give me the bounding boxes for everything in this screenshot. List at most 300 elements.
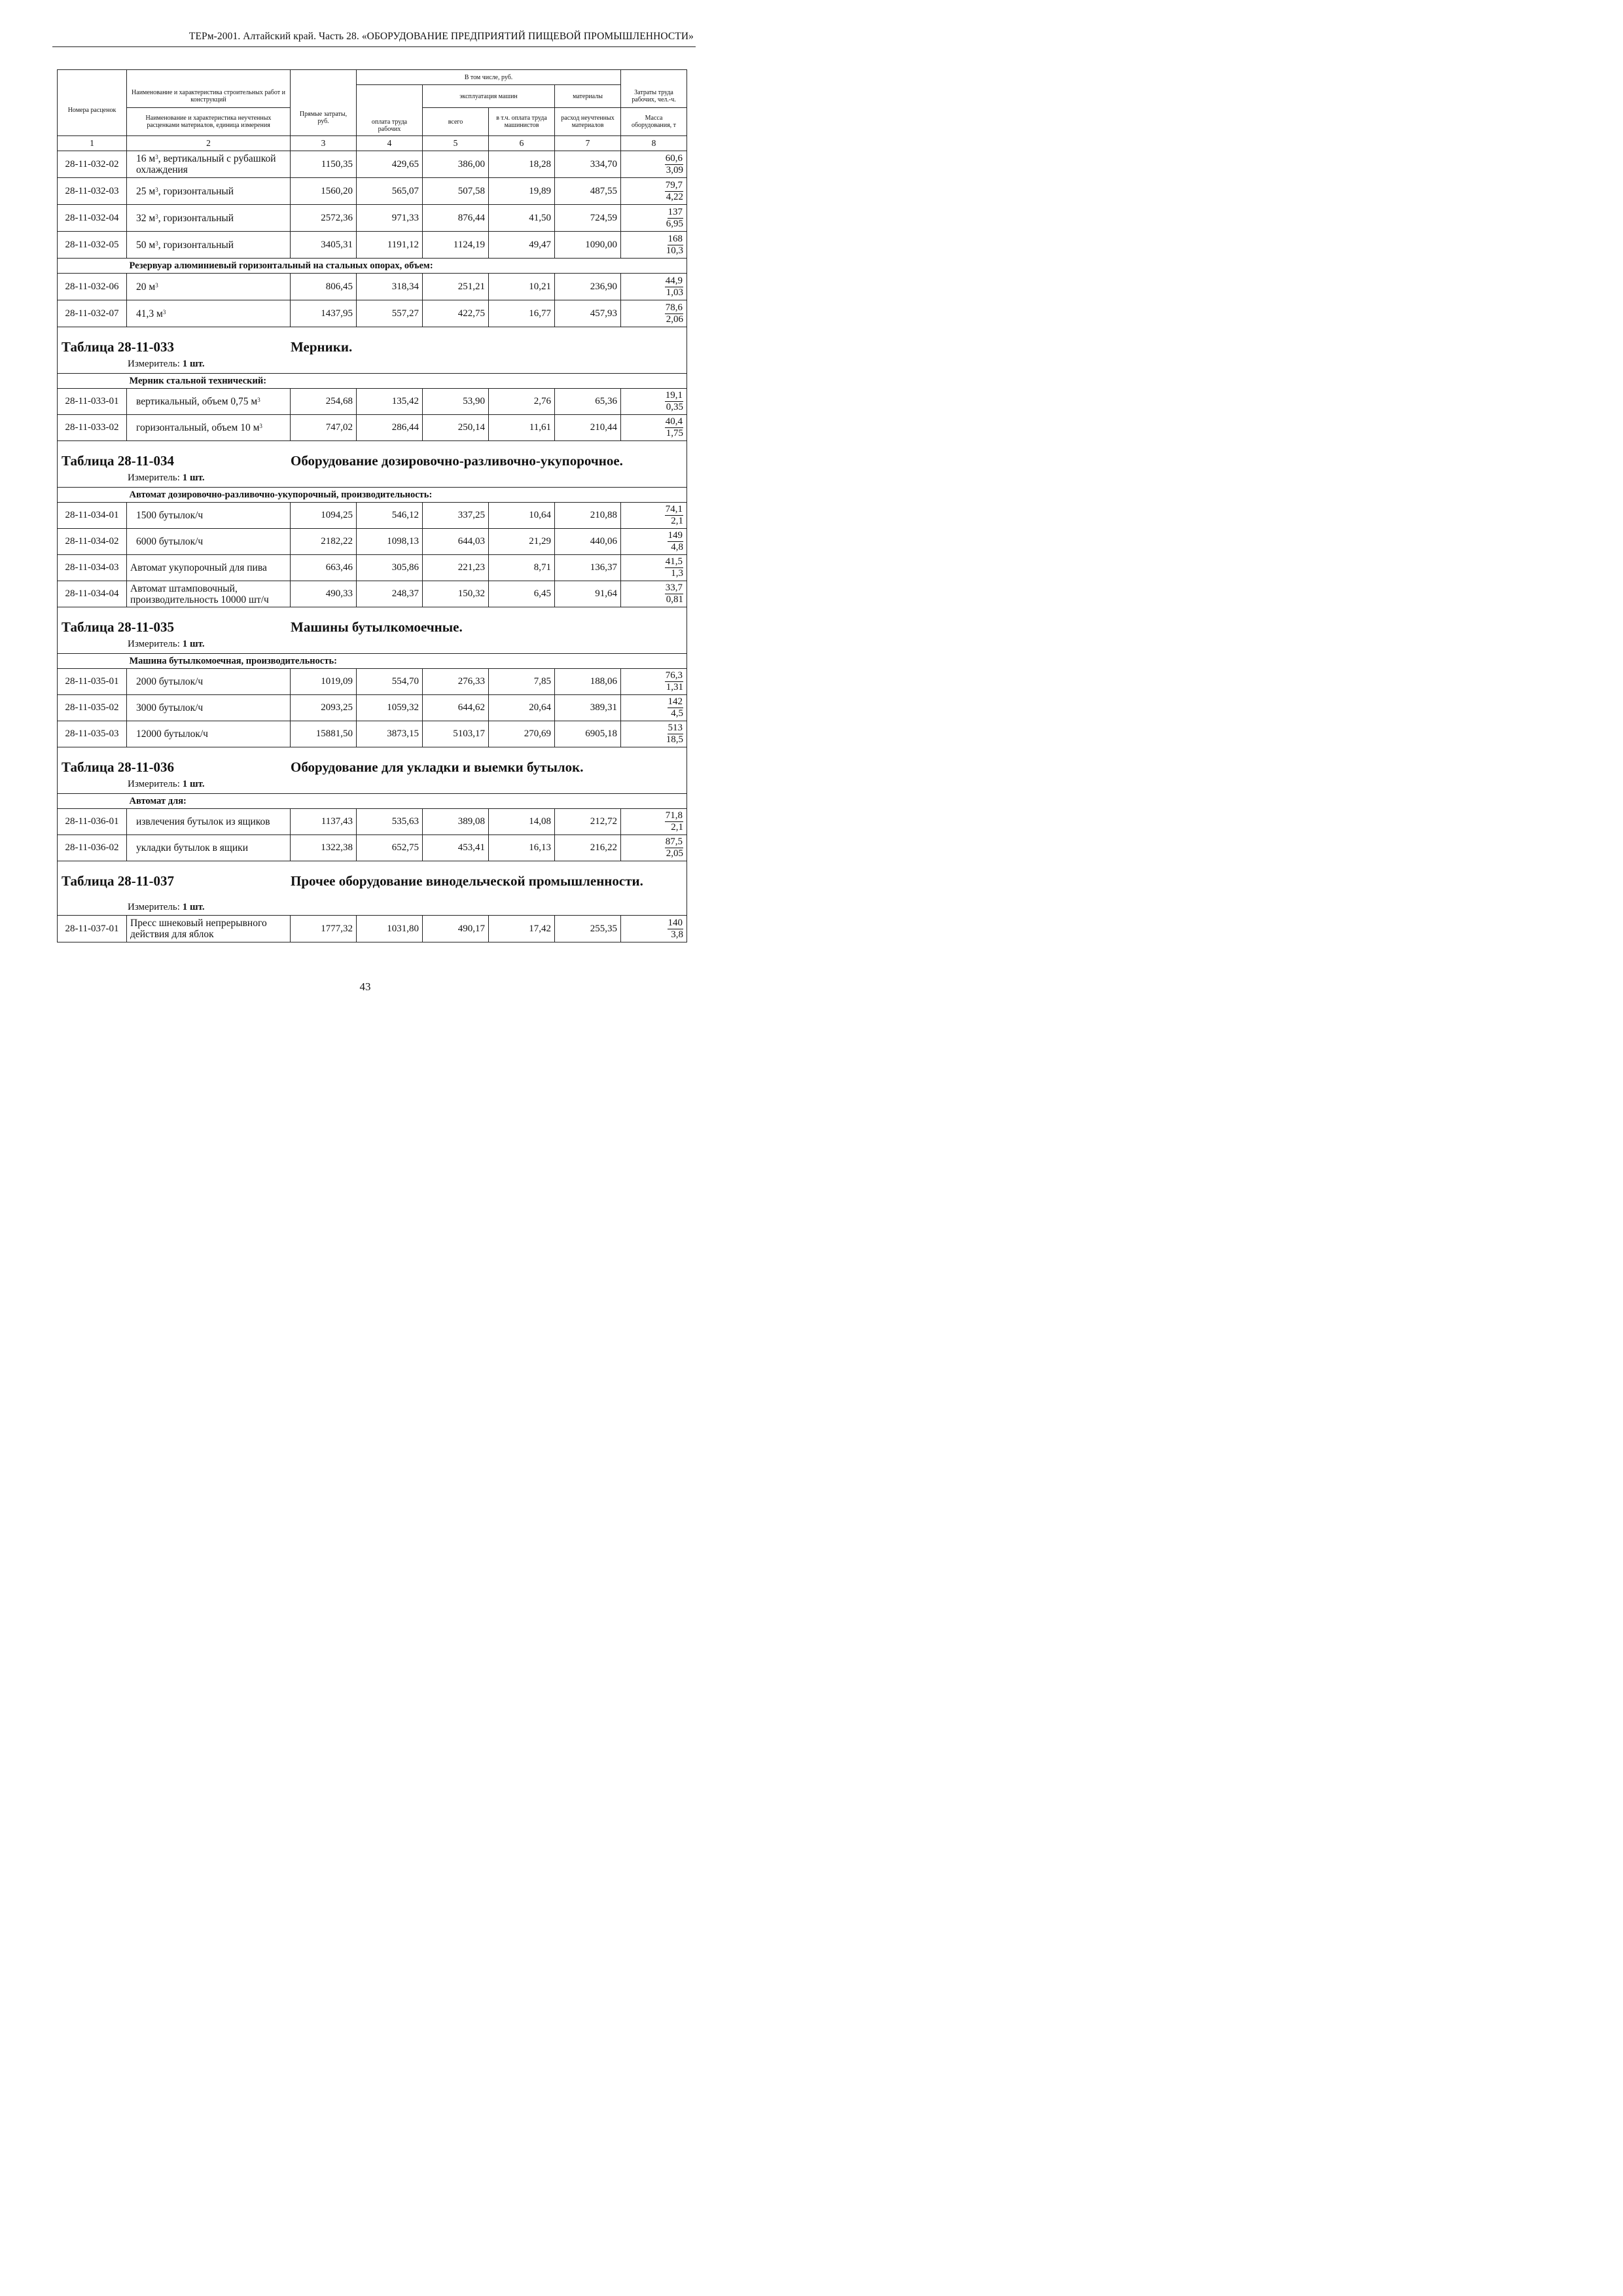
rate-name: [127, 581, 291, 607]
table-name: Мерники.: [291, 339, 353, 355]
table-title-cell: [58, 441, 687, 488]
rate-name-text: 2000 бутылок/ч: [136, 676, 204, 687]
labor-costs-value: 87,5: [665, 836, 683, 847]
labor-pay-value: 248,37: [357, 581, 423, 607]
rate-name-text: 12000 бутылок/ч: [136, 728, 208, 740]
rate-code: 28-11-033-01: [58, 389, 127, 415]
operators-pay-value: 20,64: [489, 695, 555, 721]
rate-code: 28-11-033-02: [58, 415, 127, 441]
labor-pay-value: 305,86: [357, 555, 423, 581]
labor-mass-fraction: [621, 916, 687, 942]
operators-pay-value: 41,50: [489, 205, 555, 232]
rate-code: 28-11-035-03: [58, 721, 127, 747]
table-name: Оборудование для укладки и выемки бутылок.: [291, 759, 584, 775]
rate-code: 28-11-037-01: [58, 916, 127, 942]
labor-pay-value: 1191,12: [357, 232, 423, 259]
direct-costs-value: 1019,09: [291, 669, 357, 695]
direct-costs-value: 663,46: [291, 555, 357, 581]
unit-line: [128, 473, 205, 484]
equipment-mass-value: 3,09: [666, 164, 683, 175]
column-number-cell: 6: [489, 136, 555, 151]
column-number-cell: 8: [621, 136, 687, 151]
table-id: Таблица 28-11-034: [62, 453, 175, 469]
labor-costs-value: 140: [668, 917, 683, 928]
column-number-cell: 4: [357, 136, 423, 151]
rate-name: [127, 529, 291, 555]
table-id: Таблица 28-11-033: [62, 339, 175, 355]
table-title-row: [58, 747, 687, 794]
labor-costs-value: 137: [668, 206, 683, 217]
table-row: [58, 178, 687, 205]
unit-value: 1 шт.: [182, 359, 205, 369]
table-title-block: [58, 327, 687, 373]
materials-value: 1090,00: [555, 232, 621, 259]
materials-value: 457,93: [555, 300, 621, 327]
machines-total-value: 251,21: [423, 274, 489, 300]
rate-code: 28-11-032-06: [58, 274, 127, 300]
labor-mass-fraction: [621, 809, 687, 835]
labor-pay-value: 429,65: [357, 151, 423, 178]
rate-code: 28-11-035-02: [58, 695, 127, 721]
operators-pay-value: 8,71: [489, 555, 555, 581]
labor-mass-fraction: [621, 232, 687, 259]
header-name-materials: Наименование и характеристика неучтенных расценками материалов, единица измерения: [127, 108, 291, 136]
equipment-mass-value: 0,81: [666, 594, 683, 605]
labor-pay-value: 546,12: [357, 503, 423, 529]
table-row: [58, 529, 687, 555]
rate-code: 28-11-034-02: [58, 529, 127, 555]
header-total: всего: [423, 108, 489, 136]
direct-costs-value: 2572,36: [291, 205, 357, 232]
rate-code: 28-11-032-05: [58, 232, 127, 259]
rate-name-rest: , вертикальный с рубашкой охлаждения: [136, 153, 276, 175]
unit-line: [128, 359, 205, 370]
column-numbers-row: [58, 136, 687, 151]
equipment-mass-value: 1,75: [666, 428, 683, 439]
materials-value: 6905,18: [555, 721, 621, 747]
labor-costs-value: 149: [668, 530, 683, 541]
rate-name: [127, 721, 291, 747]
column-number-cell: 7: [555, 136, 621, 151]
table-row: [58, 835, 687, 861]
group-row: [58, 374, 687, 389]
column-number-cell: 5: [423, 136, 489, 151]
page-header: ТЕРм-2001. Алтайский край. Часть 28. «ОБОРУДОВАНИЕ ПРЕДПРИЯТИЙ ПИЩЕВОЙ ПРОМЫШЛЕННОСТИ»: [188, 31, 694, 42]
operators-pay-value: 16,77: [489, 300, 555, 327]
rate-name: [127, 695, 291, 721]
labor-costs-value: 76,3: [665, 670, 683, 681]
equipment-mass-value: 1,31: [666, 682, 683, 692]
direct-costs-value: 15881,50: [291, 721, 357, 747]
header-rate-numbers: Номера расценок: [58, 70, 127, 136]
unit-exponent: 3: [155, 240, 158, 247]
rate-code: 28-11-034-04: [58, 581, 127, 607]
direct-costs-value: 1322,38: [291, 835, 357, 861]
equipment-mass-value: 2,06: [666, 314, 683, 325]
header-materials: материалы: [555, 85, 621, 108]
materials-value: 236,90: [555, 274, 621, 300]
rate-code: 28-11-034-01: [58, 503, 127, 529]
rate-name: [127, 389, 291, 415]
machines-total-value: 1124,19: [423, 232, 489, 259]
rate-name-text: 25 м: [136, 185, 156, 197]
rate-name-rest: , горизонтальный: [158, 212, 234, 224]
labor-costs-value: 79,7: [665, 179, 683, 190]
operators-pay-value: 14,08: [489, 809, 555, 835]
materials-value: 389,31: [555, 695, 621, 721]
materials-value: 724,59: [555, 205, 621, 232]
unit-label: Измеритель:: [128, 473, 180, 483]
equipment-mass-value: 4,8: [671, 542, 683, 552]
materials-value: 210,88: [555, 503, 621, 529]
machines-total-value: 644,62: [423, 695, 489, 721]
labor-costs-value: 168: [668, 233, 683, 244]
group-title: Автомат дозировочно-разливочно-укупорочный, производительность:: [127, 488, 687, 503]
labor-mass-fraction: [621, 669, 687, 695]
labor-pay-value: 1059,32: [357, 695, 423, 721]
operators-pay-value: 21,29: [489, 529, 555, 555]
rate-name-text: 1500 бутылок/ч: [136, 510, 204, 521]
labor-mass-fraction: [621, 151, 687, 178]
table-title-row: [58, 861, 687, 916]
labor-costs-value: 142: [668, 696, 683, 707]
header-name-desc: Наименование и характеристика строительных работ и конструкций: [127, 70, 291, 108]
direct-costs-value: 254,68: [291, 389, 357, 415]
operators-pay-value: 18,28: [489, 151, 555, 178]
table-row: [58, 503, 687, 529]
column-number-cell: 3: [291, 136, 357, 151]
header-incl: В том числе, руб.: [357, 70, 621, 85]
labor-mass-fraction: [621, 415, 687, 441]
operators-pay-value: 6,45: [489, 581, 555, 607]
operators-pay-value: 270,69: [489, 721, 555, 747]
operators-pay-value: 17,42: [489, 916, 555, 942]
labor-mass-fraction: [621, 205, 687, 232]
machines-total-value: 490,17: [423, 916, 489, 942]
header-equip-mass: Масса оборудования, т: [621, 108, 687, 136]
table-name: Прочее оборудование винодельческой промышленности.: [291, 873, 643, 889]
equipment-mass-value: 2,1: [671, 516, 683, 526]
rate-code: 28-11-032-04: [58, 205, 127, 232]
rate-name: [127, 151, 291, 178]
table-title-row: [58, 441, 687, 488]
rate-name: [127, 835, 291, 861]
labor-costs-value: 40,4: [665, 416, 683, 427]
rate-code: 28-11-032-02: [58, 151, 127, 178]
unit-value: 1 шт.: [182, 473, 205, 483]
machines-total-value: 389,08: [423, 809, 489, 835]
labor-costs-value: 78,6: [665, 302, 683, 313]
group-title: Машина бутылкомоечная, производительность:: [127, 654, 687, 669]
labor-costs-value: 19,1: [665, 390, 683, 401]
table-title-cell: [58, 607, 687, 654]
labor-costs-value: 71,8: [665, 810, 683, 821]
column-number-cell: 2: [127, 136, 291, 151]
direct-costs-value: 2182,22: [291, 529, 357, 555]
table-row: [58, 389, 687, 415]
rate-name-text: извлечения бутылок из ящиков: [136, 816, 270, 827]
labor-mass-fraction: [621, 581, 687, 607]
equipment-mass-value: 0,35: [666, 402, 683, 412]
labor-mass-fraction: [621, 555, 687, 581]
table-row: [58, 581, 687, 607]
materials-value: 487,55: [555, 178, 621, 205]
labor-pay-value: 971,33: [357, 205, 423, 232]
unit-exponent: 3: [259, 423, 262, 429]
equipment-mass-value: 4,22: [666, 191, 683, 202]
rate-name-text: Автомат укупорочный для пива: [130, 562, 267, 573]
table-row: [58, 916, 687, 942]
labor-pay-value: 565,07: [357, 178, 423, 205]
labor-costs-value: 60,6: [665, 152, 683, 164]
rate-name-text: 20 м: [136, 281, 156, 293]
materials-value: 65,36: [555, 389, 621, 415]
rate-name: [127, 916, 291, 942]
unit-exponent: 3: [257, 397, 260, 403]
group-spacer: [58, 259, 127, 274]
materials-value: 212,72: [555, 809, 621, 835]
labor-mass-fraction: [621, 274, 687, 300]
rate-code: 28-11-032-03: [58, 178, 127, 205]
direct-costs-value: 806,45: [291, 274, 357, 300]
equipment-mass-value: 6,95: [666, 218, 683, 229]
direct-costs-value: 1150,35: [291, 151, 357, 178]
direct-costs-value: 490,33: [291, 581, 357, 607]
unit-line: [128, 639, 205, 650]
rate-name: [127, 669, 291, 695]
operators-pay-value: 16,13: [489, 835, 555, 861]
header-unaccounted-materials: расход неучтенных материалов: [555, 108, 621, 136]
operators-pay-value: 10,64: [489, 503, 555, 529]
rate-name-rest: , горизонтальный: [158, 185, 234, 197]
column-number-cell: 1: [58, 136, 127, 151]
header-direct-costs: Прямые затраты, руб.: [291, 70, 357, 136]
table-title-cell: [58, 327, 687, 374]
materials-value: 210,44: [555, 415, 621, 441]
machines-total-value: 150,32: [423, 581, 489, 607]
group-title: Резервуар алюминиевый горизонтальный на стальных опорах, объем:: [127, 259, 687, 274]
machines-total-value: 221,23: [423, 555, 489, 581]
rate-name: [127, 809, 291, 835]
materials-value: 216,22: [555, 835, 621, 861]
labor-pay-value: 286,44: [357, 415, 423, 441]
unit-exponent: 3: [155, 281, 158, 289]
rate-name-text: укладки бутылок в ящики: [136, 842, 248, 853]
operators-pay-value: 10,21: [489, 274, 555, 300]
labor-pay-value: 135,42: [357, 389, 423, 415]
header-incl-operators: в т.ч. оплата труда машинистов: [489, 108, 555, 136]
rate-name: [127, 205, 291, 232]
table-row: [58, 721, 687, 747]
materials-value: 188,06: [555, 669, 621, 695]
table-title-block: [58, 607, 687, 653]
table-title-block: [58, 441, 687, 487]
unit-label: Измеритель:: [128, 779, 180, 789]
rate-name-rest: , горизонтальный: [158, 239, 234, 251]
operators-pay-value: 2,76: [489, 389, 555, 415]
labor-pay-value: 557,27: [357, 300, 423, 327]
machines-total-value: 453,41: [423, 835, 489, 861]
operators-pay-value: 11,61: [489, 415, 555, 441]
group-row: [58, 654, 687, 669]
machines-total-value: 507,58: [423, 178, 489, 205]
labor-pay-value: 1098,13: [357, 529, 423, 555]
materials-value: 440,06: [555, 529, 621, 555]
table-row: [58, 274, 687, 300]
group-row: [58, 259, 687, 274]
rate-code: 28-11-036-01: [58, 809, 127, 835]
labor-costs-value: 74,1: [665, 504, 683, 514]
unit-label: Измеритель:: [128, 359, 180, 369]
labor-costs-value: 33,7: [665, 583, 683, 593]
table-title-block: [58, 861, 687, 915]
unit-exponent: 3: [162, 308, 166, 315]
rate-name-text: 50 м: [136, 239, 156, 251]
labor-pay-value: 652,75: [357, 835, 423, 861]
labor-mass-fraction: [621, 300, 687, 327]
rate-name-text: 41,3 м: [136, 308, 163, 319]
header-machines: эксплуатация машин: [423, 85, 555, 108]
table-row: [58, 415, 687, 441]
machines-total-value: 876,44: [423, 205, 489, 232]
labor-pay-value: 318,34: [357, 274, 423, 300]
rate-name: [127, 300, 291, 327]
materials-value: 136,37: [555, 555, 621, 581]
group-row: [58, 488, 687, 503]
rate-name: [127, 232, 291, 259]
equipment-mass-value: 2,1: [671, 822, 683, 833]
rate-name-text: Пресс шнековый непрерывного действия для яблок: [130, 918, 267, 940]
labor-mass-fraction: [621, 695, 687, 721]
rate-name-text: 6000 бутылок/ч: [136, 536, 204, 547]
rate-name-text: Автомат штамповочный, производительность 10000 шт/ч: [130, 583, 269, 605]
header-labor-costs: Затраты труда рабочих, чел.-ч.: [621, 70, 687, 108]
equipment-mass-value: 2,05: [666, 848, 683, 859]
rate-name-text: горизонтальный, объем 10 м: [136, 422, 260, 433]
table-row: [58, 555, 687, 581]
rate-name-text: 16 м: [136, 153, 156, 164]
operators-pay-value: 49,47: [489, 232, 555, 259]
operators-pay-value: 19,89: [489, 178, 555, 205]
group-spacer: [58, 794, 127, 809]
labor-pay-value: 554,70: [357, 669, 423, 695]
table-row: [58, 151, 687, 178]
labor-mass-fraction: [621, 835, 687, 861]
table-title-cell: [58, 861, 687, 916]
unit-value: 1 шт.: [182, 902, 205, 912]
header-rule: [52, 46, 696, 47]
direct-costs-value: 3405,31: [291, 232, 357, 259]
rate-name: [127, 503, 291, 529]
equipment-mass-value: 10,3: [666, 245, 683, 256]
rate-code: 28-11-035-01: [58, 669, 127, 695]
unit-exponent: 3: [155, 213, 158, 220]
direct-costs-value: 1560,20: [291, 178, 357, 205]
group-title: Мерник стальной технический:: [127, 374, 687, 389]
labor-mass-fraction: [621, 389, 687, 415]
machines-total-value: 422,75: [423, 300, 489, 327]
rate-name: [127, 555, 291, 581]
table-row: [58, 300, 687, 327]
rate-code: 28-11-034-03: [58, 555, 127, 581]
rate-name: [127, 274, 291, 300]
materials-value: 255,35: [555, 916, 621, 942]
unit-value: 1 шт.: [182, 779, 205, 789]
table-row: [58, 205, 687, 232]
rate-name-text: вертикальный, объем 0,75 м: [136, 396, 258, 407]
labor-costs-value: 44,9: [665, 275, 683, 286]
labor-mass-fraction: [621, 178, 687, 205]
group-title: Автомат для:: [127, 794, 687, 809]
unit-exponent: 3: [155, 186, 158, 193]
group-spacer: [58, 488, 127, 503]
equipment-mass-value: 1,3: [671, 568, 683, 579]
table-title-cell: [58, 747, 687, 794]
table-row: [58, 232, 687, 259]
table-row: [58, 809, 687, 835]
table-title-row: [58, 327, 687, 374]
unit-value: 1 шт.: [182, 639, 205, 649]
table-title-row: [58, 607, 687, 654]
materials-value: 91,64: [555, 581, 621, 607]
direct-costs-value: 1137,43: [291, 809, 357, 835]
table-row: [58, 669, 687, 695]
table-name: Оборудование дозировочно-разливочно-укупорочное.: [291, 453, 623, 469]
machines-total-value: 53,90: [423, 389, 489, 415]
equipment-mass-value: 4,5: [671, 708, 683, 719]
materials-value: 334,70: [555, 151, 621, 178]
labor-costs-value: 41,5: [665, 556, 683, 567]
rates-table: [57, 69, 687, 942]
table-row: [58, 695, 687, 721]
unit-label: Измеритель:: [128, 639, 180, 649]
labor-pay-value: 1031,80: [357, 916, 423, 942]
direct-costs-value: 1777,32: [291, 916, 357, 942]
machines-total-value: 386,00: [423, 151, 489, 178]
table-title-block: [58, 747, 687, 793]
equipment-mass-value: 18,5: [666, 734, 683, 745]
direct-costs-value: 2093,25: [291, 695, 357, 721]
unit-exponent: 3: [155, 154, 158, 160]
labor-mass-fraction: [621, 503, 687, 529]
operators-pay-value: 7,85: [489, 669, 555, 695]
group-row: [58, 794, 687, 809]
labor-costs-value: 513: [668, 723, 683, 733]
group-spacer: [58, 374, 127, 389]
labor-mass-fraction: [621, 721, 687, 747]
rate-name: [127, 415, 291, 441]
unit-line: [128, 902, 205, 913]
table-id: Таблица 28-11-036: [62, 759, 175, 775]
rate-code: 28-11-036-02: [58, 835, 127, 861]
labor-mass-fraction: [621, 529, 687, 555]
machines-total-value: 276,33: [423, 669, 489, 695]
machines-total-value: 5103,17: [423, 721, 489, 747]
group-spacer: [58, 654, 127, 669]
labor-pay-value: 535,63: [357, 809, 423, 835]
machines-total-value: 250,14: [423, 415, 489, 441]
unit-label: Измеритель:: [128, 902, 180, 912]
direct-costs-value: 1437,95: [291, 300, 357, 327]
equipment-mass-value: 3,8: [671, 929, 683, 940]
table-id: Таблица 28-11-037: [62, 873, 175, 889]
table-id: Таблица 28-11-035: [62, 619, 175, 635]
direct-costs-value: 1094,25: [291, 503, 357, 529]
equipment-mass-value: 1,03: [666, 287, 683, 298]
machines-total-value: 337,25: [423, 503, 489, 529]
rate-code: 28-11-032-07: [58, 300, 127, 327]
machines-total-value: 644,03: [423, 529, 489, 555]
